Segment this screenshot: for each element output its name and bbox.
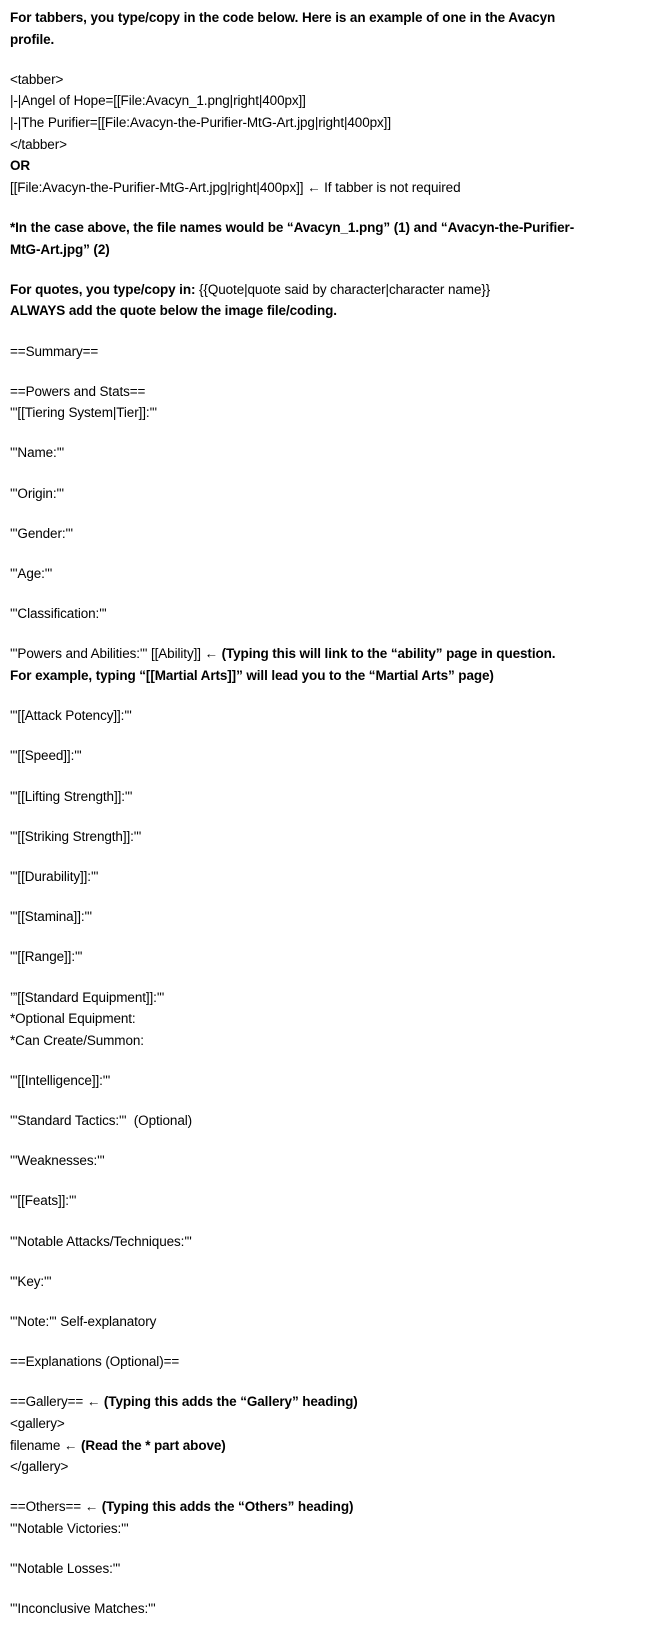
text-line [10, 1558, 639, 1580]
text-line [10, 300, 639, 322]
text-segment: '''Key:''' [10, 1273, 52, 1289]
left-arrow-annotation: ← (Typing this adds the “Others” heading) [84, 1499, 354, 1515]
paragraph-block [10, 1351, 639, 1373]
paragraph-block [10, 786, 639, 808]
text-line [10, 69, 639, 91]
paragraph-block [10, 1150, 639, 1172]
text-line [10, 1391, 639, 1413]
text-line [10, 341, 639, 363]
text-segment: ==Gallery== [10, 1394, 87, 1410]
text-segment: '''Note:''' Self-explanatory [10, 1314, 157, 1329]
text-line [10, 563, 639, 585]
text-segment: ==Others== [10, 1499, 85, 1515]
text-segment: '''[[Stamina]]:''' [10, 909, 92, 925]
text-line [10, 112, 639, 134]
text-line [10, 1456, 639, 1478]
text-segment: ==Powers and Stats== [10, 383, 146, 399]
text-segment: </tabber> [10, 136, 67, 152]
paragraph-block [10, 1110, 639, 1132]
paragraph-block [10, 1496, 639, 1539]
text-segment: ==Summary== [10, 343, 99, 359]
bold-text-segment: profile. [10, 31, 55, 47]
text-segment: '''[[Striking Strength]]:''' [10, 828, 142, 844]
text-line [10, 1271, 639, 1293]
text-line [10, 705, 639, 727]
paragraph-block [10, 1558, 639, 1580]
text-line [10, 1070, 639, 1092]
text-line [10, 523, 639, 545]
paragraph-block [10, 906, 639, 928]
left-arrow-annotation: ← (Read the * part above) [63, 1437, 226, 1453]
text-segment: '''Inconclusive Matches:''' [10, 1601, 156, 1617]
text-line [10, 217, 639, 239]
text-line [10, 1413, 639, 1435]
text-segment: '''Weaknesses:''' [10, 1153, 105, 1169]
text-line [10, 1008, 639, 1030]
text-segment: '''Origin:''' [10, 485, 64, 501]
bold-text-segment: For quotes, you type/copy in: [10, 281, 200, 297]
paragraph-block [10, 643, 639, 686]
paragraph-block [10, 1231, 639, 1253]
text-line [10, 1351, 639, 1373]
text-line [10, 1190, 639, 1212]
text-line [10, 1110, 639, 1132]
text-line [10, 1518, 639, 1540]
text-line [10, 29, 639, 51]
text-line [10, 1598, 639, 1620]
text-line [10, 786, 639, 808]
text-segment: '''Notable Losses:''' [10, 1561, 121, 1577]
text-line [10, 1231, 639, 1253]
text-line [10, 866, 639, 888]
text-line [10, 279, 639, 301]
text-line [10, 90, 639, 112]
text-line [10, 745, 639, 767]
text-segment: '''[[Feats]]:''' [10, 1193, 77, 1209]
bold-text-segment: For example, typing “[[Martial Arts]]” will lead you to the “Martial Arts” page) [10, 668, 494, 683]
paragraph-block [10, 745, 639, 767]
paragraph-block [10, 866, 639, 888]
bold-text-segment: MtG-Art.jpg” (2) [10, 241, 110, 257]
paragraph-block [10, 381, 639, 424]
bold-text-segment: *In the case above, the file names would be “Avacyn_1.png” (1) and “Avacyn-the-Purifier- [10, 219, 575, 235]
text-line [10, 155, 639, 177]
text-line [10, 1311, 639, 1333]
paragraph-block [10, 483, 639, 505]
paragraph-block [10, 1190, 639, 1212]
text-segment: |-|The Purifier=[[File:Avacyn-the-Purifier-MtG-Art.jpg|right|400px]] [10, 114, 391, 130]
left-arrow-annotation: ← (Typing this adds the “Gallery” heading) [86, 1394, 358, 1410]
text-line [10, 239, 639, 261]
text-line [10, 134, 639, 156]
text-segment: '''Gender:''' [10, 525, 73, 541]
paragraph-block [10, 341, 639, 363]
text-line [10, 402, 639, 424]
text-segment: '''Powers and Abilities:''' [[Ability]] [10, 646, 205, 662]
paragraph-block [10, 217, 639, 260]
paragraph-block [10, 1391, 639, 1477]
text-segment: '''[[Durability]]:''' [10, 868, 99, 884]
bold-text-segment: ALWAYS add the quote below the image file/coding. [10, 303, 337, 319]
text-segment: '''[[Attack Potency]]:''' [10, 708, 132, 724]
text-segment: '''Classification:''' [10, 606, 107, 622]
text-line [10, 442, 639, 464]
paragraph-block [10, 603, 639, 625]
text-segment: '''[[Intelligence]]:''' [10, 1072, 111, 1088]
paragraph-block [10, 523, 639, 545]
bold-text-segment: For tabbers, you type/copy in the code below. Here is an example of one in the Avacyn [10, 10, 556, 25]
paragraph-block [10, 442, 639, 464]
bold-text-segment: OR [10, 158, 31, 174]
text-segment: '''[[Tiering System|Tier]]:''' [10, 405, 157, 421]
paragraph-block [10, 987, 639, 1052]
paragraph-block [10, 1271, 639, 1293]
text-segment: '''Notable Victories:''' [10, 1520, 129, 1536]
left-arrow-annotation: ← [307, 179, 325, 195]
text-line [10, 1030, 639, 1052]
paragraph-block [10, 279, 639, 322]
text-segment: filename [10, 1437, 64, 1453]
text-segment: '''[[Speed]]:''' [10, 748, 82, 764]
text-segment: <gallery> [10, 1415, 65, 1431]
text-segment: '''Notable Attacks/Techniques:''' [10, 1233, 192, 1249]
text-line [10, 7, 639, 29]
text-line [10, 603, 639, 625]
text-segment: '''[[Lifting Strength]]:''' [10, 788, 133, 804]
text-line [10, 381, 639, 403]
paragraph-block [10, 563, 639, 585]
paragraph-block [10, 69, 639, 199]
text-segment: [[File:Avacyn-the-Purifier-MtG-Art.jpg|right|400px]] [10, 179, 308, 195]
text-line [10, 483, 639, 505]
text-segment: ’”[[Standard Equipment]]:''' [10, 989, 165, 1005]
text-segment: '''Name:''' [10, 445, 65, 461]
paragraph-block [10, 1311, 639, 1333]
text-line [10, 665, 639, 687]
paragraph-block [10, 1598, 639, 1620]
text-segment: </gallery> [10, 1459, 69, 1475]
left-arrow-annotation: ← (Typing this will link to the “ability” page in question. [204, 646, 556, 662]
text-segment: |-|Angel of Hope=[[File:Avacyn_1.png|right|400px]] [10, 93, 306, 109]
text-line [10, 177, 639, 199]
paragraph-block [10, 7, 639, 50]
paragraph-block [10, 705, 639, 727]
text-line [10, 1496, 639, 1518]
text-segment: *Optional Equipment: [10, 1011, 136, 1027]
text-line [10, 906, 639, 928]
text-line [10, 826, 639, 848]
text-segment: '''Standard Tactics:''' (Optional) [10, 1113, 193, 1129]
text-segment: ==Explanations (Optional)== [10, 1354, 180, 1370]
text-line [10, 946, 639, 968]
text-segment: '''[[Range]]:''' [10, 949, 83, 965]
text-line [10, 643, 639, 665]
text-segment: '''Age:''' [10, 566, 53, 582]
text-line [10, 1435, 639, 1457]
text-segment: {{Quote|quote said by character|character name}} [199, 281, 491, 297]
text-line [10, 987, 639, 1009]
paragraph-block [10, 1070, 639, 1092]
text-segment: If tabber is not required [324, 179, 461, 195]
text-segment: <tabber> [10, 71, 64, 87]
paragraph-block [10, 946, 639, 968]
text-segment: *Can Create/Summon: [10, 1032, 144, 1048]
paragraph-block [10, 826, 639, 848]
text-line [10, 1150, 639, 1172]
